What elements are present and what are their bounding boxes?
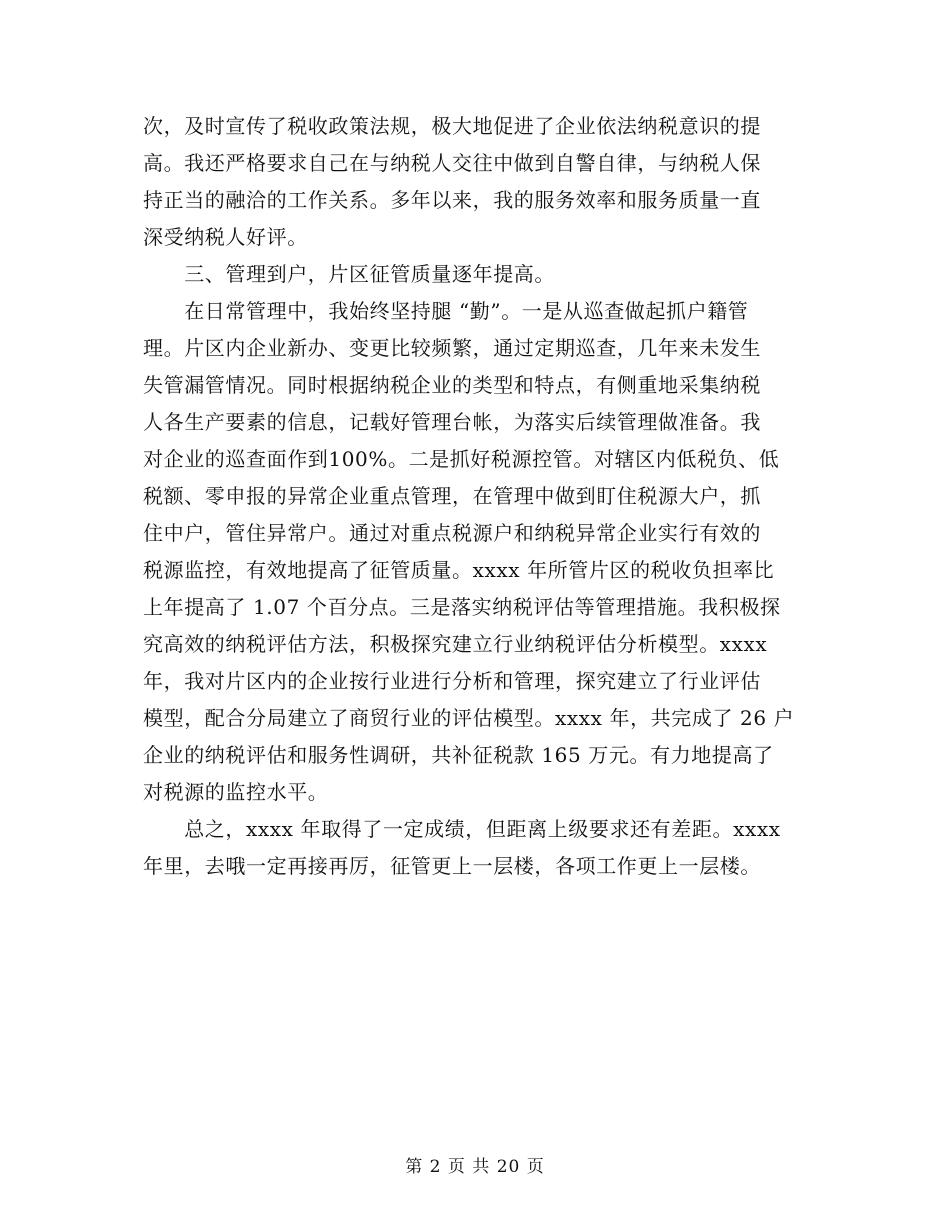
document-body: [143, 108, 805, 885]
section-heading: 三、管理到户，片区征管质量逐年提高。: [143, 262, 555, 286]
text-line-16: 年，我对片区内的企业按行业进行分析和管理，探究建立了行业评估: [143, 669, 761, 693]
text-line-6: 在日常管理中，我始终坚持腿 “勤”。一是从巡查做起抓户籍管: [143, 299, 749, 323]
text-line-20: 总之，xxxx 年取得了一定成绩，但距离上级要求还有差距。xxxx: [143, 817, 781, 841]
text-line-11: 税额、零申报的异常企业重点管理，在管理中做到盯住税源大户，抓: [143, 484, 761, 508]
text-line-14: 上年提高了 1.07 个百分点。三是落实纳税评估等管理措施。我积极探: [143, 595, 781, 619]
text-line-1: 次，及时宣传了税收政策法规，极大地促进了企业依法纳税意识的提: [143, 114, 761, 138]
text-line-15: 究高效的纳税评估方法，积极探究建立行业纳税评估分析模型。xxxx: [143, 632, 768, 656]
text-line-9: 人各生产要素的信息，记载好管理台帐，为落实后续管理做准备。我: [143, 410, 761, 434]
text-line-12: 住中户，管住异常户。通过对重点税源户和纳税异常企业实行有效的: [143, 521, 761, 545]
text-line-13: 税源监控，有效地提高了征管质量。xxxx 年所管片区的税收负担率比: [143, 558, 775, 582]
text-line-21: 年里，去哦一定再接再厉，征管更上一层楼，各项工作更上一层楼。: [143, 854, 761, 878]
text-line-18: 企业的纳税评估和服务性调研，共补征税款 165 万元。有力地提高了: [143, 743, 774, 767]
text-line-8: 失管漏管情况。同时根据纳税企业的类型和特点，有侧重地采集纳税: [143, 373, 761, 397]
text-line-7: 理。片区内企业新办、变更比较频繁，通过定期巡查，几年来未发生: [143, 336, 761, 360]
text-line-17: 模型，配合分局建立了商贸行业的评估模型。xxxx 年，共完成了 26 户: [143, 706, 795, 730]
text-line-3: 持正当的融洽的工作关系。多年以来，我的服务效率和服务质量一直: [143, 188, 761, 212]
text-line-19: 对税源的监控水平。: [143, 780, 329, 804]
text-line-10: 对企业的巡查面作到100%。二是抓好税源控管。对辖区内低税负、低: [143, 447, 780, 471]
page-number-footer: 第 2 页 共 20 页: [405, 1157, 545, 1177]
text-line-2: 高。我还严格要求自己在与纳税人交往中做到自警自律，与纳税人保: [143, 151, 761, 175]
text-line-4: 深受纳税人好评。: [143, 225, 308, 249]
